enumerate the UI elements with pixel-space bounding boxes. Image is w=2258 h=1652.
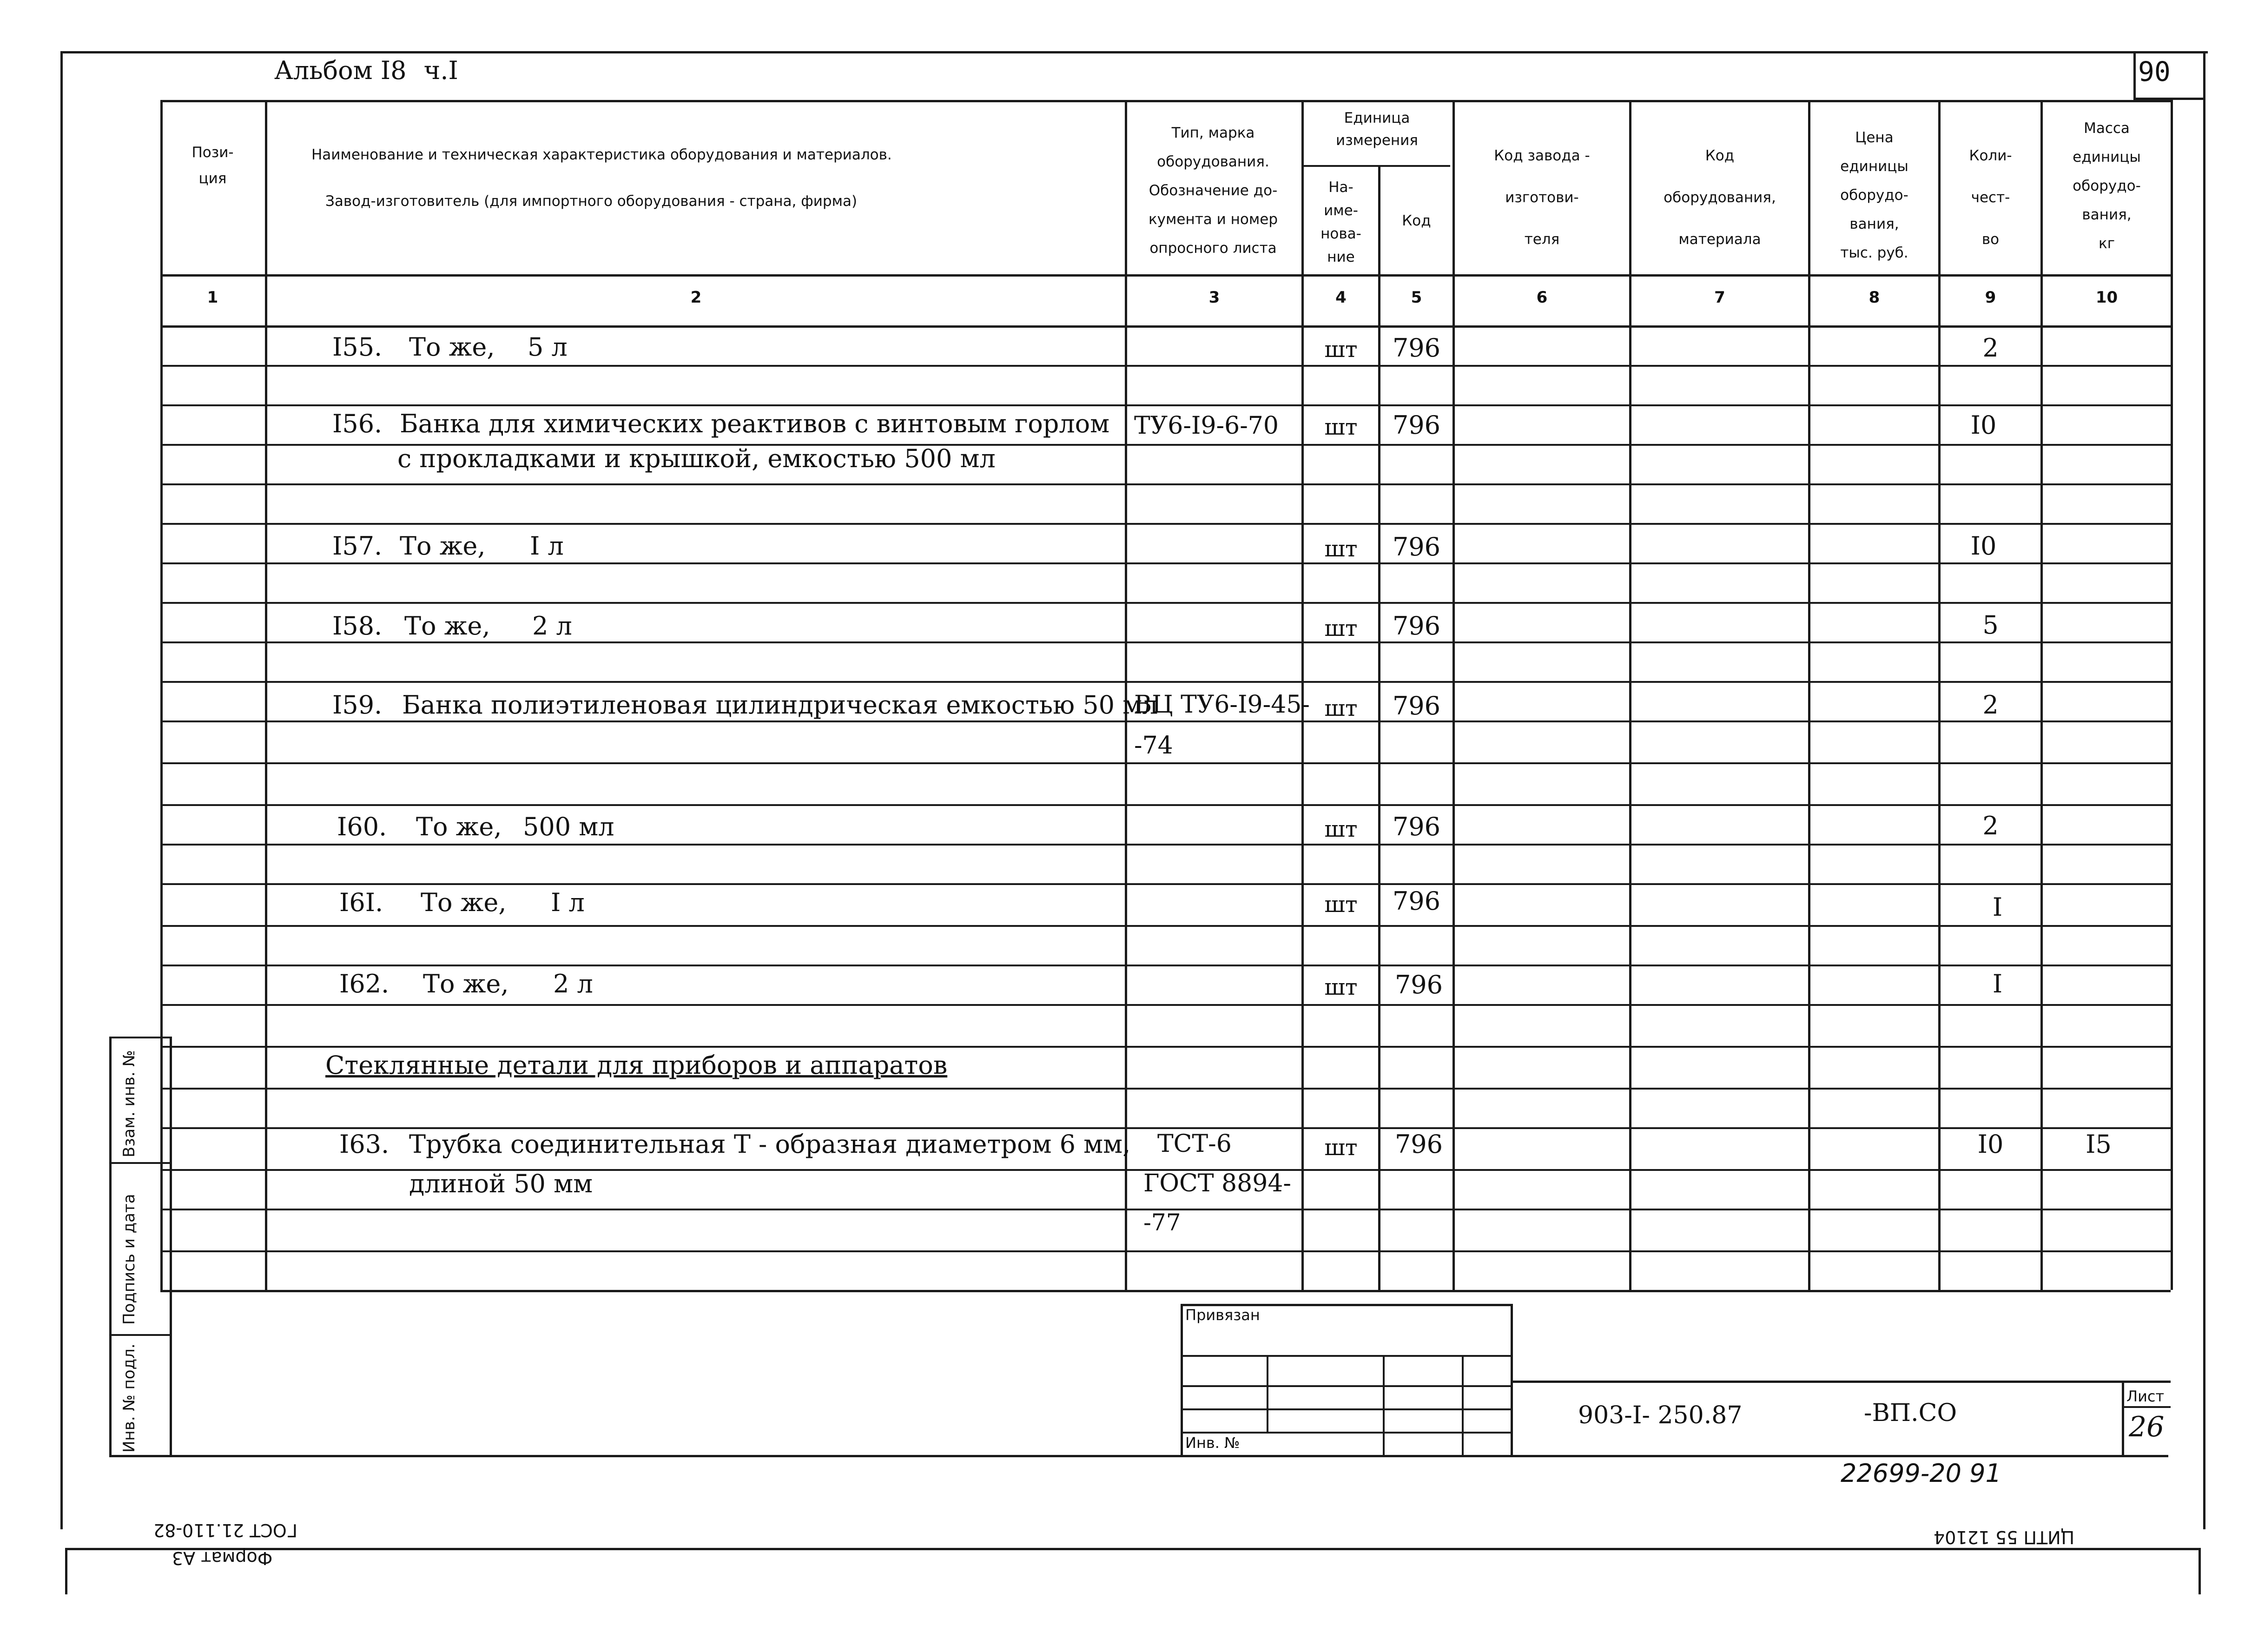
- col-number-10: 10: [2095, 288, 2118, 307]
- row-unit: шт: [1324, 974, 1358, 1000]
- row-qty: 5: [1982, 610, 1999, 640]
- col2-header-line1: Наименование и техническая характеристика оборудования и материалов.: [311, 146, 892, 163]
- row-doc: -77: [1143, 1209, 1181, 1236]
- document-suffix: -ВП.СО: [1864, 1399, 1957, 1427]
- col6-header: Код завода - изготови- теля: [1494, 147, 1590, 248]
- row-position: I56.: [332, 409, 383, 438]
- row-code: 796: [1392, 691, 1441, 720]
- row-qty: 2: [1982, 811, 1999, 840]
- row-extra: I л: [530, 531, 564, 561]
- row-position: I63.: [339, 1130, 390, 1159]
- row-name: длиной 50 мм: [409, 1169, 593, 1198]
- col-number-5: 5: [1411, 288, 1422, 307]
- side-label-vzam: Взам. инв. №: [120, 1050, 139, 1157]
- col7-header: Код оборудования, материала: [1664, 147, 1776, 248]
- row-code: 796: [1392, 886, 1441, 916]
- row-unit: шт: [1324, 615, 1358, 641]
- row-extra: 2 л: [532, 611, 572, 641]
- side-label-podpis: Подпись и дата: [120, 1194, 139, 1325]
- row-doc: ВЦ ТУ6-I9-45-: [1134, 691, 1310, 719]
- sheet-number: 26: [2129, 1411, 2165, 1443]
- stamp-inv-no: Инв. №: [1185, 1434, 1240, 1452]
- col-number-3: 3: [1208, 288, 1220, 307]
- handwritten-number: 22699-20 91: [1841, 1459, 2001, 1488]
- gost-label: ГОСТ 21.110-82: [153, 1520, 297, 1540]
- col5-header: Код: [1402, 212, 1431, 229]
- row-extra: 500 мл: [523, 812, 614, 841]
- row-code: 796: [1392, 410, 1441, 440]
- col-number-6: 6: [1536, 288, 1548, 307]
- row-doc: ТУ6-I9-6-70: [1134, 412, 1279, 440]
- unit-group-header: Единица измерения: [1336, 110, 1418, 149]
- col3-header: Тип, марка оборудования. Обозначение до- кумента и номер опросного листа: [1148, 125, 1278, 257]
- row-code: 796: [1392, 532, 1441, 562]
- col2-header-line2: Завод-изготовитель (для импортного оборудования - страна, фирма): [325, 193, 858, 210]
- col-number-8: 8: [1868, 288, 1880, 307]
- row-unit: шт: [1324, 337, 1358, 363]
- col-number-9: 9: [1985, 288, 1996, 307]
- row-name: То же,: [423, 969, 509, 998]
- row-unit: шт: [1324, 816, 1358, 842]
- col4-header: На- име- нова- ние: [1320, 179, 1361, 265]
- sheet-label: Лист: [2126, 1388, 2165, 1405]
- row-extra: 5 л: [528, 332, 568, 362]
- row-name: Банка для химических реактивов с винтовым горлом: [400, 409, 1110, 438]
- row-position: I6I.: [339, 888, 383, 917]
- row-qty: I: [1992, 892, 2003, 922]
- row-extra: I л: [551, 888, 585, 917]
- col10-header: Масса единицы оборудо- вания, кг: [2073, 120, 2141, 252]
- col8-header: Цена единицы оборудо- вания, тыс. руб.: [1840, 129, 1908, 261]
- row-position: I60.: [337, 812, 387, 841]
- row-code: 796: [1394, 1130, 1443, 1159]
- row-mass: I5: [2086, 1130, 2112, 1159]
- document-code: 903-I- 250.87: [1578, 1401, 1743, 1429]
- row-qty: I0: [1970, 410, 1997, 440]
- side-label-inv: Инв. № подл.: [120, 1343, 139, 1453]
- row-code: 796: [1392, 333, 1441, 363]
- col1-header: Пози- ция: [191, 144, 234, 187]
- row-name: То же,: [400, 531, 486, 561]
- row-unit: шт: [1324, 892, 1358, 918]
- col-number-4: 4: [1335, 288, 1347, 307]
- album-part: ч.I: [423, 56, 458, 85]
- album-label: [274, 56, 458, 85]
- row-qty: I: [1992, 969, 2003, 998]
- row-name: с прокладками и крышкой, емкостью 500 мл: [397, 444, 996, 473]
- row-name: Трубка соединительная Т - образная диаметром 6 мм,: [409, 1130, 1131, 1159]
- row-doc: ТСТ-6: [1157, 1130, 1232, 1158]
- col9-header: Коли- чест- во: [1969, 147, 2012, 248]
- col-number-7: 7: [1714, 288, 1725, 307]
- row-name: То же,: [416, 812, 502, 841]
- row-position: I62.: [339, 969, 390, 998]
- row-unit: шт: [1324, 695, 1358, 721]
- row-name: То же,: [409, 332, 495, 362]
- col-number-1: 1: [207, 288, 218, 307]
- row-doc: -74: [1134, 732, 1173, 760]
- col-number-2: 2: [690, 288, 702, 307]
- row-doc: ГОСТ 8894-: [1143, 1170, 1291, 1197]
- row-unit: шт: [1324, 1135, 1358, 1161]
- row-qty: 2: [1982, 333, 1999, 363]
- page-number: 90: [2138, 56, 2171, 87]
- row-name: Банка полиэтиленовая цилиндрическая емкостью 50 мл: [402, 690, 1158, 720]
- row-position: I57.: [332, 531, 383, 561]
- row-position: I58.: [332, 611, 383, 641]
- format-label: Формат А3: [172, 1548, 273, 1568]
- row-qty: I0: [1977, 1130, 2004, 1159]
- row-code: 796: [1394, 970, 1443, 999]
- row-unit: шт: [1324, 414, 1358, 440]
- row-extra: 2 л: [553, 969, 593, 998]
- row-name: То же,: [421, 888, 507, 917]
- stamp-privyazan: Привязан: [1185, 1306, 1260, 1324]
- row-position: I55.: [332, 332, 383, 362]
- row-name: То же,: [404, 611, 490, 641]
- album-title: Альбом I8: [274, 56, 407, 85]
- row-qty: I0: [1970, 531, 1997, 561]
- row-unit: шт: [1324, 536, 1358, 562]
- row-code: 796: [1392, 611, 1441, 641]
- row-code: 796: [1392, 812, 1441, 841]
- section-heading: Стеклянные детали для приборов и аппаратов: [325, 1051, 948, 1080]
- tsitp-label: ЦИТП 55 12104: [1934, 1527, 2075, 1547]
- row-position: I59.: [332, 690, 383, 720]
- row-qty: 2: [1982, 690, 1999, 720]
